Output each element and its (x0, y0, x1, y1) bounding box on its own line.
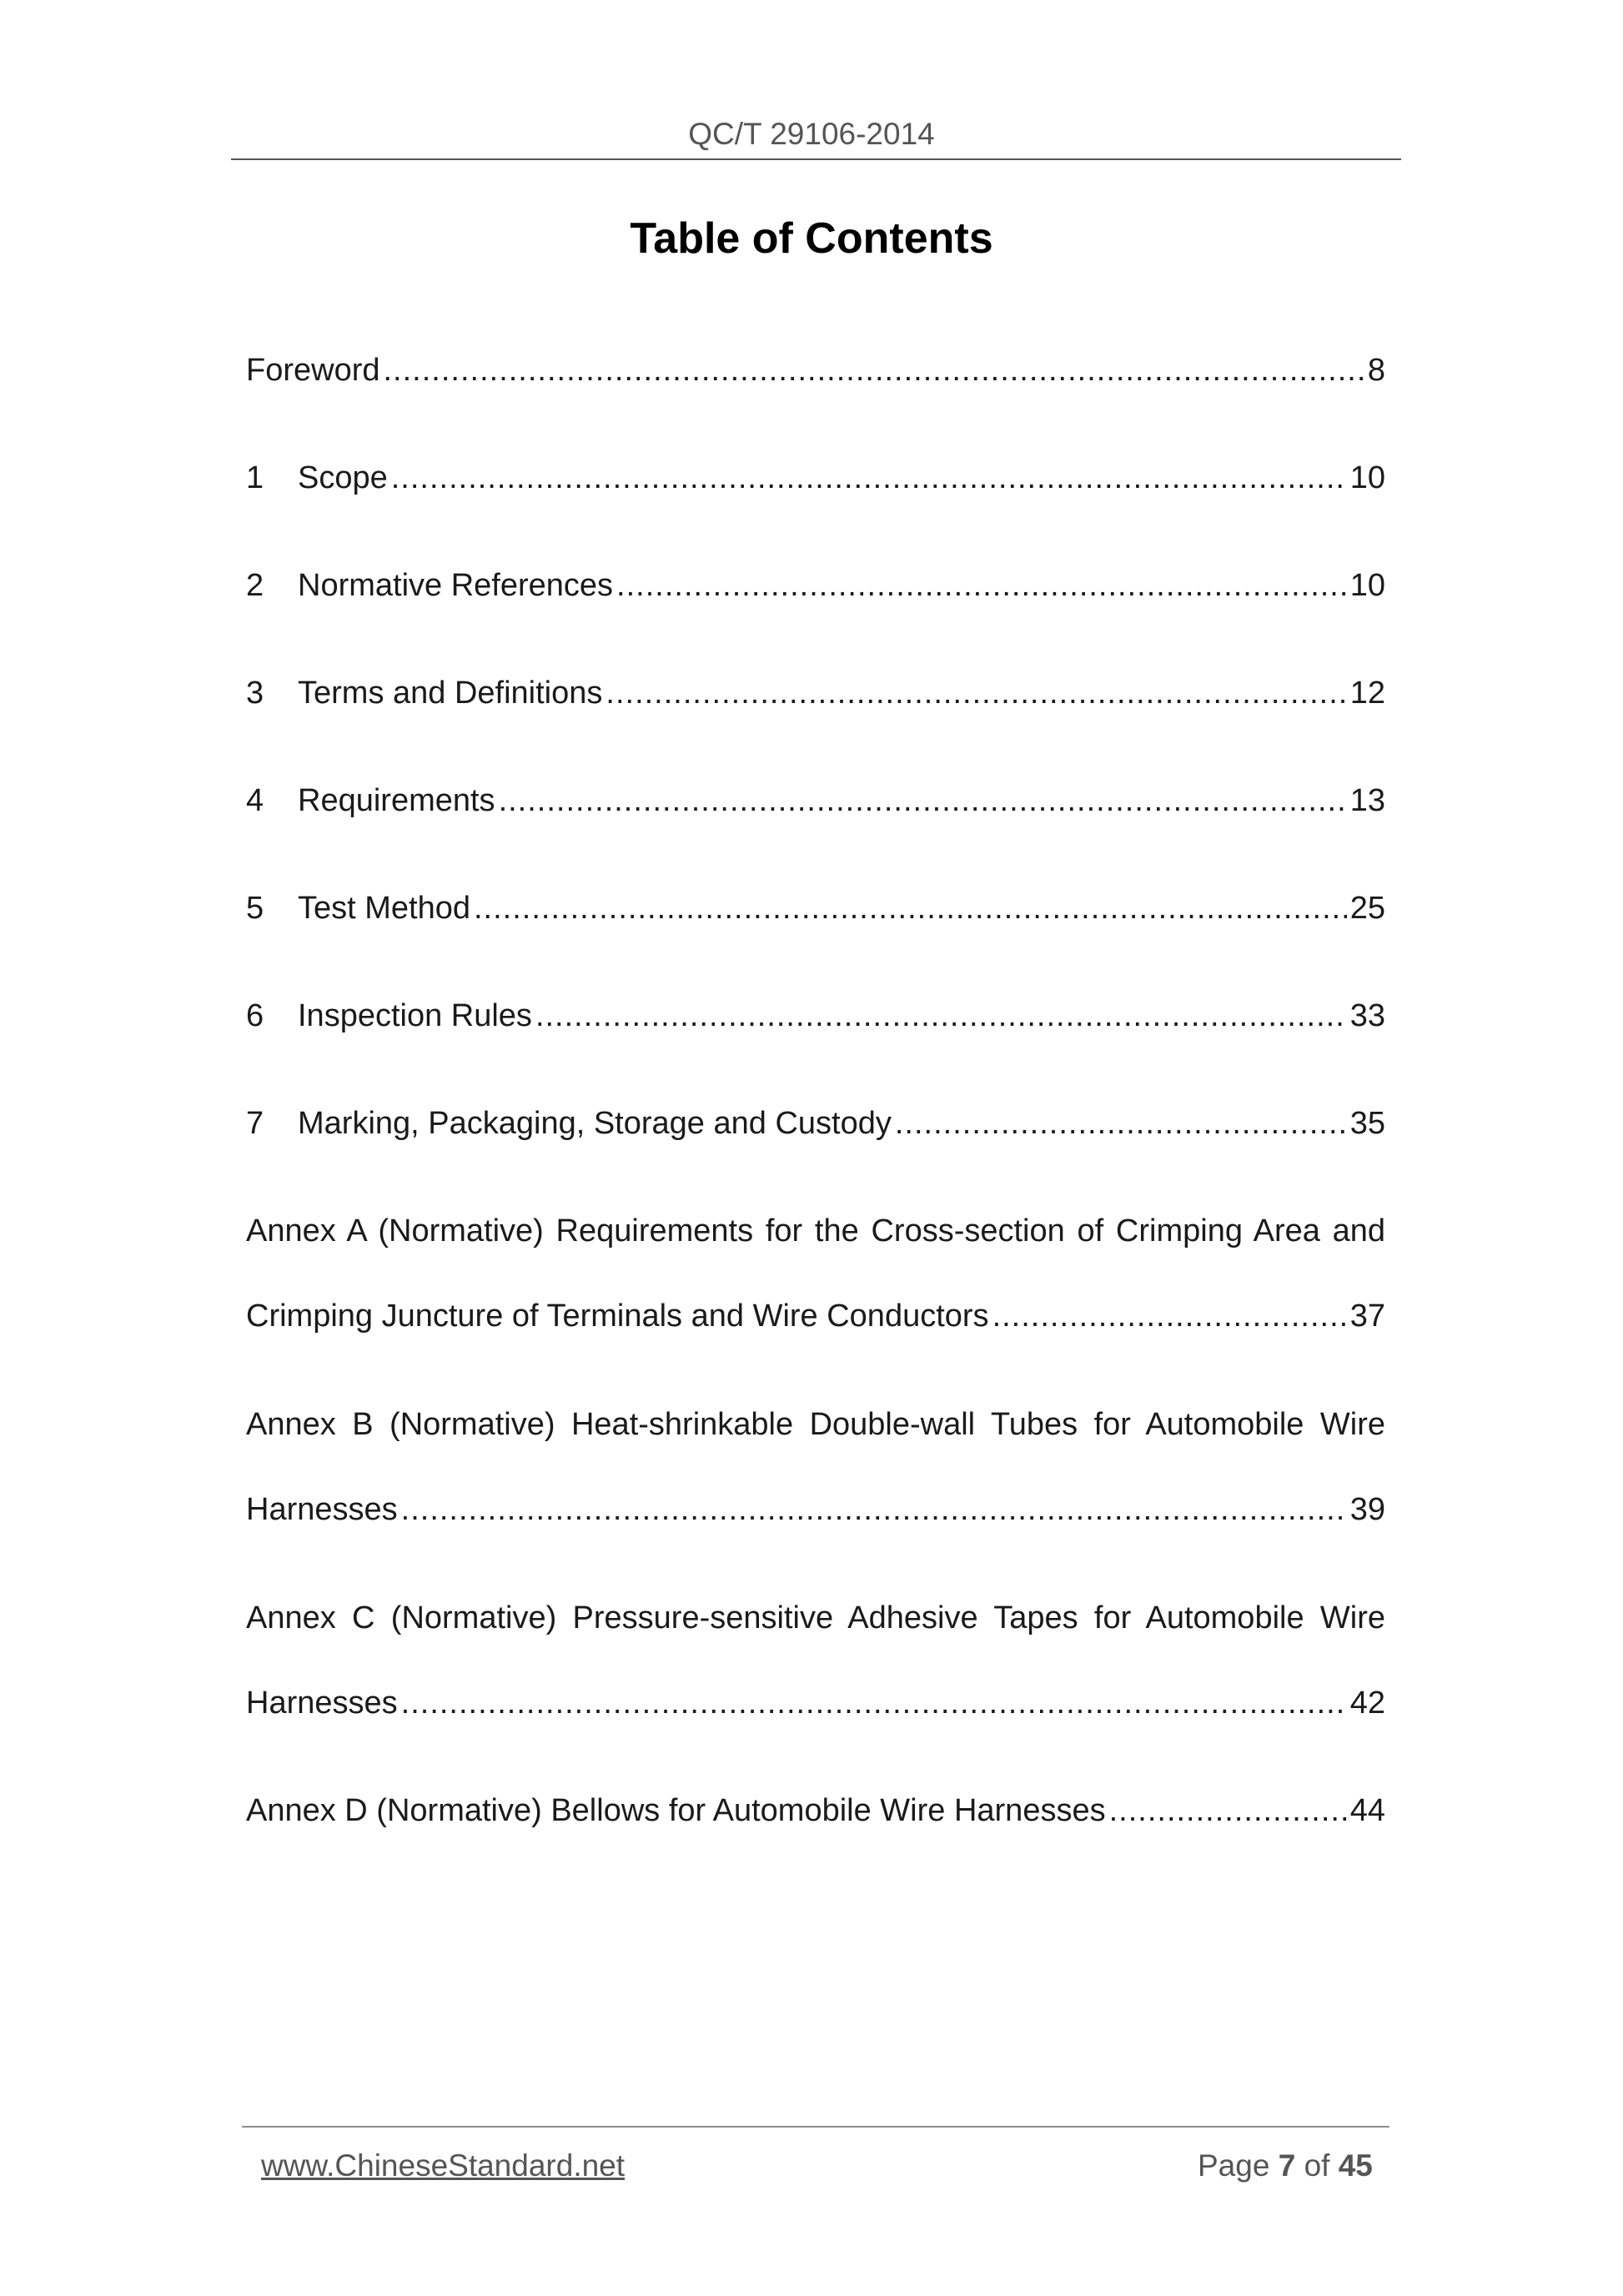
toc-entry-number: 3 (246, 676, 264, 711)
toc-entry-page: 10 (1349, 568, 1385, 603)
toc-entry-label: Foreword (246, 353, 380, 388)
toc-entry-label: Scope (298, 460, 388, 495)
page-prefix: Page (1198, 2148, 1270, 2183)
dot-leader (474, 888, 1347, 928)
toc-entry-label: Annex D (Normative) Bellows for Automobile Wire Harnesses (246, 1793, 1106, 1828)
dot-leader (391, 458, 1347, 498)
dot-leader (616, 565, 1347, 605)
toc-entry-annex-b[interactable] (246, 1490, 1385, 1530)
toc-entry-annex-c-line1[interactable]: Annex C (Normative) Pressure-sensitive Adhesive Tapes for Automobile Wire (246, 1600, 1385, 1635)
dot-leader (401, 1683, 1347, 1723)
toc-entry-number: 4 (246, 783, 264, 818)
toc-entry-label: Inspection Rules (298, 998, 532, 1033)
dot-leader (499, 781, 1347, 821)
toc-entry-test-method[interactable] (246, 888, 1385, 928)
toc-entry-annex-c[interactable] (246, 1683, 1385, 1723)
toc-entry-number: 6 (246, 998, 264, 1033)
page-separator: of (1304, 2148, 1330, 2183)
toc-entry-annex-a-line1[interactable]: Annex A (Normative) Requirements for the Cross-section of Crimping Area and (246, 1213, 1385, 1248)
dot-leader (535, 996, 1347, 1036)
toc-entry-label: Terms and Definitions (298, 676, 603, 711)
toc-entry-foreword[interactable] (246, 350, 1385, 390)
header-divider (231, 158, 1401, 160)
toc-entry-marking-packaging[interactable] (246, 1103, 1385, 1143)
toc-entry-page: 13 (1349, 783, 1385, 818)
toc-entry-page: 10 (1349, 460, 1385, 495)
toc-entry-page: 35 (1349, 1106, 1385, 1141)
toc-entry-annex-b-line1[interactable]: Annex B (Normative) Heat-shrinkable Double-wall Tubes for Automobile Wire (246, 1407, 1385, 1442)
dot-leader (895, 1103, 1347, 1143)
dot-leader (605, 673, 1346, 713)
dot-leader (384, 350, 1364, 390)
toc-entry-normative-references[interactable] (246, 565, 1385, 605)
dot-leader (1109, 1791, 1347, 1831)
footer-website-link[interactable]: www.ChineseStandard.net (261, 2148, 626, 2183)
toc-entry-page: 33 (1349, 998, 1385, 1033)
toc-entry-page: 42 (1349, 1686, 1385, 1721)
footer-divider (242, 2126, 1389, 2128)
toc-entry-label: Requirements (298, 783, 495, 818)
toc-entry-label: Test Method (298, 891, 470, 926)
toc-entry-label: Marking, Packaging, Storage and Custody (298, 1106, 892, 1141)
current-page-number: 7 (1278, 2148, 1296, 2183)
footer-page-indicator (1198, 2148, 1373, 2183)
page-title: Table of Contents (630, 214, 993, 263)
toc-entry-page: 8 (1367, 353, 1385, 388)
toc-entry-label: Harnesses (246, 1492, 398, 1527)
toc-entry-page: 37 (1349, 1299, 1385, 1334)
toc-entry-number: 7 (246, 1106, 264, 1141)
toc-entry-label: Crimping Juncture of Terminals and Wire Conductors (246, 1299, 989, 1334)
toc-entry-number: 2 (246, 568, 264, 603)
total-pages-number: 45 (1338, 2148, 1373, 2183)
toc-entry-page: 39 (1349, 1492, 1385, 1527)
dot-leader (992, 1296, 1347, 1336)
toc-entry-terms-and-definitions[interactable] (246, 673, 1385, 713)
toc-entry-annex-a[interactable] (246, 1296, 1385, 1336)
toc-entry-requirements[interactable] (246, 781, 1385, 821)
toc-entry-page: 12 (1349, 676, 1385, 711)
header-doc-code: QC/T 29106-2014 (688, 117, 935, 151)
toc-entry-number: 5 (246, 891, 264, 926)
toc-entry-scope[interactable] (246, 458, 1385, 498)
toc-entry-inspection-rules[interactable] (246, 996, 1385, 1036)
toc-entry-page: 25 (1349, 891, 1385, 926)
toc-entry-number: 1 (246, 460, 264, 495)
toc-entry-annex-d[interactable] (246, 1791, 1385, 1831)
toc-entry-label: Harnesses (246, 1686, 398, 1721)
toc-entry-label: Normative References (298, 568, 614, 603)
dot-leader (401, 1490, 1347, 1530)
toc-entry-page: 44 (1349, 1793, 1385, 1828)
